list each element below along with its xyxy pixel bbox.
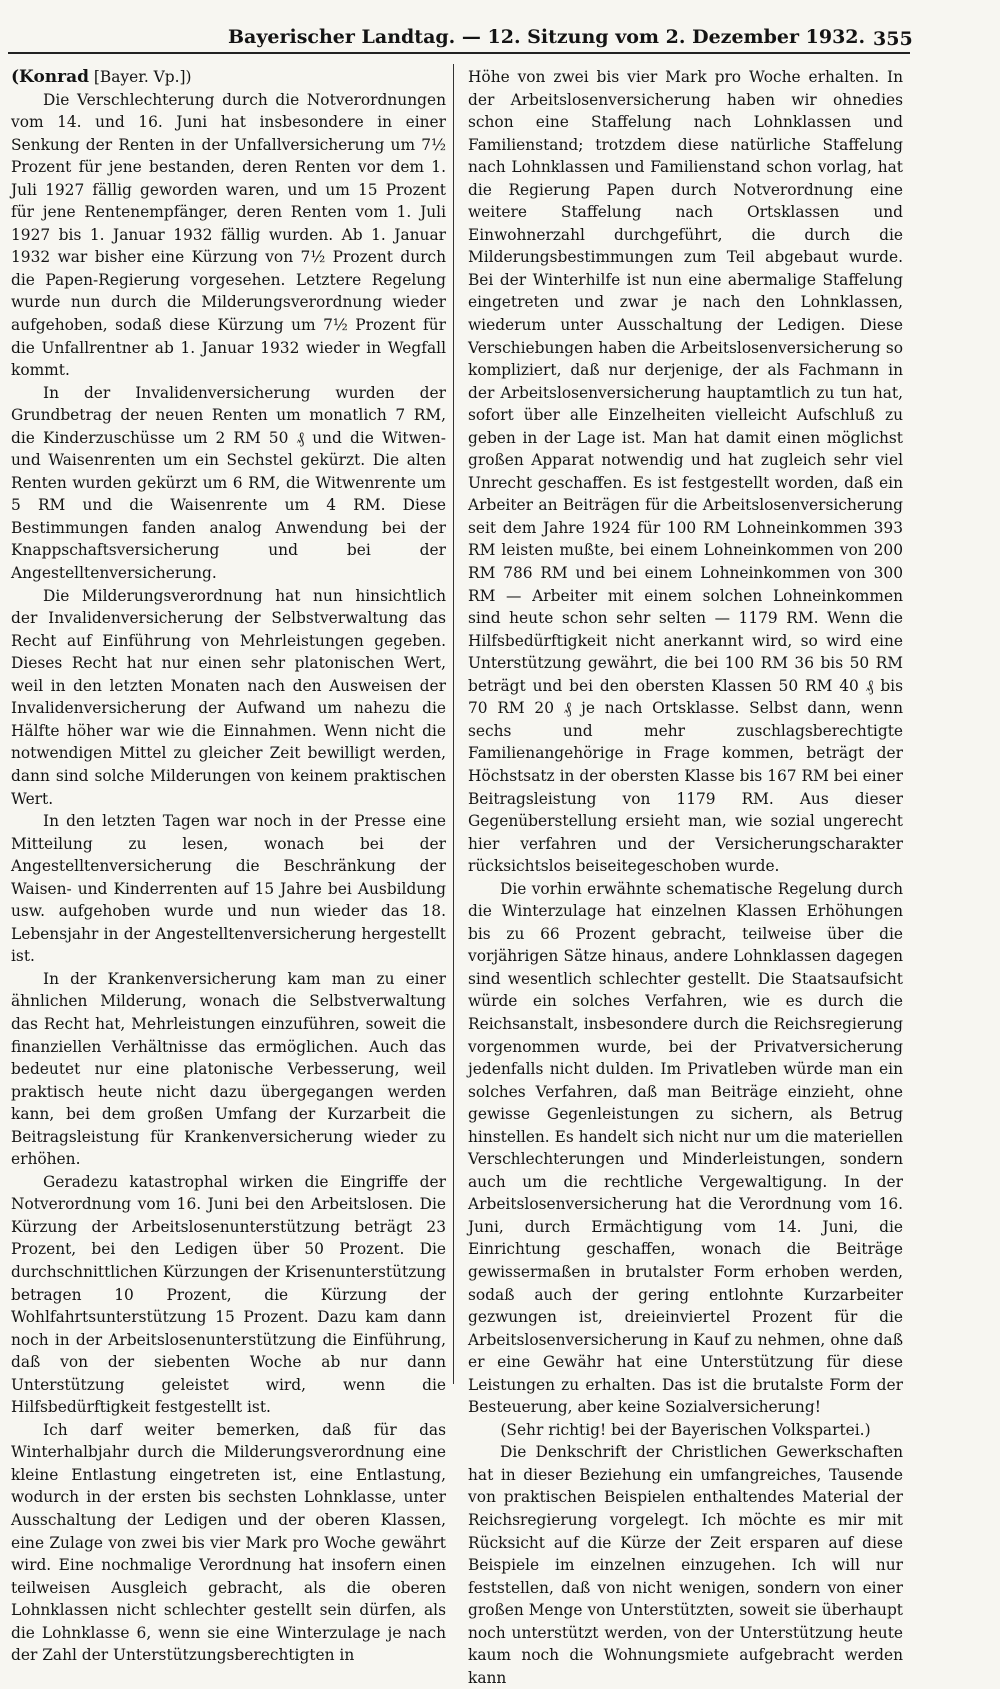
header-rule [8,52,910,54]
speaker-party: [Bayer. Vp.]) [89,68,192,86]
paragraph: Höhe von zwei bis vier Mark pro Woche erhalten. In der Arbeitslosenversicherung haben wir ohnedies schon eine Staffelung nach Lohnklassen und Familienstand; trotzdem diese natürliche Staffelung nach Lohnklassen und Familienstand schon vorlag, hat die Regierung Papen durch Notverordnung eine weitere Staffelung nach Ortsklassen und Einwohnerzahl durchgeführt, die durch die Milderungsbestimmungen zum Teil abgebaut wurde. Bei der Winterhilfe ist nun eine abermalige Staffelung eingetreten und zwar je nach den Lohnklassen, wiederum unter Ausschaltung der Ledigen. Diese Verschiebungen haben die Arbeitslosenversicherung so kompliziert, daß nur derjenige, der als Fachmann in der Arbeitslosenversicherung hauptamtlich zu tun hat, sofort über alle Einzelheiten vielleicht Aufschluß zu geben in der Lage ist. Man hat damit einen möglichst großen Apparat notwendig und hat zugleich sehr viel Unrecht geschaffen. Es ist festgestellt worden, daß ein Arbeiter an Beiträgen für die Arbeitslosenversicherung seit dem Jahre 1924 für 100 RM Lohneinkommen 393 RM leisten mußte, bei einem Lohneinkommen von 200 RM 786 RM und bei einem Lohneinkommen von 300 RM — Arbeiter mit einem solchen Lohneinkommen sind heute schon sehr selten — 1179 RM. Wenn die Hilfsbedürftigkeit nicht anerkannt wird, so wird eine Unterstützung gewährt, die bei 100 RM 36 bis 50 RM beträgt und bei den obersten Klassen 50 RM 40 ₰ bis 70 RM 20 ₰ je nach Ortsklasse. Selbst dann, wenn sechs und mehr zuschlagsberechtigte Familienangehörige in Frage kommen, beträgt der Höchstsatz in der obersten Klasse bis 167 RM bei einer Beitragsleistung von 1179 RM. Aus dieser Gegenüberstellung ersieht man, wie sozial ungerecht hier verfahren und der Versicherungscharakter rücksichtslos beiseitegeschoben wurde. [468,68,903,876]
paragraph: Die Denkschrift der Christlichen Gewerkschaften hat in dieser Beziehung ein umfangreiches, Tausende von praktischen Beispielen enthaltendes Material der Reichsregierung vorgelegt. Ich möchte es mir mit Rücksicht auf die Kürze der Zeit ersparen auf diese Beispiele im einzelnen einzugehen. Ich will nur feststellen, daß von nicht wenigen, sondern von einer großen Menge von Unterstützten, soweit sie überhaupt noch unterstützt werden, von der Unterstützung heute kaum noch die Wohnungsmiete aufgebracht werden kann [468,1443,903,1687]
paragraph: Die vorhin erwähnte schematische Regelung durch die Winterzulage hat einzelnen Klassen Erhöhungen bis zu 66 Prozent gebracht, teilweise über die vorjährigen Sätze hinaus, andere Lohnklassen dagegen sind wesentlich schlechter gestellt. Die Staatsaufsicht würde ein solches Verfahren, wie es durch die Reichsanstalt, insbesondere durch die Reichsregierung vorgenommen wurde, bei der Privatversicherung jedenfalls nicht dulden. Im Privatleben würde man ein solches Verfahren, daß man Beiträge einzieht, ohne gewisse Gegenleistungen zu sichern, als Betrug hinstellen. Es handelt sich nicht nur um die materiellen Verschlechterungen und Minderleistungen, sondern auch um die rechtliche Vergewaltigung. In der Arbeitslosenversicherung hat die Verordnung vom 16. Juni, durch Ermächtigung vom 14. Juni, die Einrichtung geschaffen, wonach die Beiträge gewissermaßen in brutalster Form erhoben werden, sodaß auch der gering entlohnte Kurzarbeiter gezwungen ist, dreieinviertel Prozent für die Arbeitslosenversicherung in Kauf zu nehmen, ohne daß er eine Gewähr hat eine Unterstützung für diese Leistungen zu erhalten. Das ist die brutalste Form der Besteuerung, aber keine Sozialversicherung! [468,879,903,1417]
left-column [11,66,446,1667]
running-title: Bayerischer Landtag. — 12. Sitzung vom 2. Dezember 1932. [228,26,866,48]
paragraph: In den letzten Tagen war noch in der Presse eine Mitteilung zu lesen, wonach bei der Angestelltenversicherung die Beschränkung der Waisen- und Kinderrenten auf 15 Jahre bei Ausbildung usw. aufgehoben wurde und nun wieder das 18. Lebensjahr in der Angestelltenversicherung hergestellt ist. [11,812,446,966]
right-column [468,66,903,1689]
page-number: 355 [873,28,913,50]
page-header [0,0,1000,50]
column-divider [453,64,454,1384]
paragraph: Die Milderungsverordnung hat nun hinsichtlich der Invalidenversicherung der Selbstverwaltung das Recht auf Einführung von Mehrleistungen gegeben. Dieses Recht hat nur einen sehr platonischen Wert, weil in den letzten Monaten nach den Ausweisen der Invalidenversicherung der Aufwand um nahezu die Hälfte höher war wie die Einnahmen. Wenn nicht die notwendigen Mittel zu gleicher Zeit bewilligt werden, dann sind solche Milderungen von keinem praktischen Wert. [11,586,446,808]
paragraph: In der Krankenversicherung kam man zu einer ähnlichen Milderung, wonach die Selbstverwaltung das Recht hat, Mehrleistungen einzuführen, soweit die finanziellen Verhältnisse das ermöglichen. Auch das bedeutet nur eine platonische Verbesserung, weil praktisch heute nicht dazu übergegangen werden kann, bei dem großen Umfang der Kurzarbeit die Beitragsleistung für Krankenversicherung wieder zu erhöhen. [11,969,446,1169]
paragraph: Die Verschlechterung durch die Notverordnungen vom 14. und 16. Juni hat insbesondere in einer Senkung der Renten in der Unfallversicherung um 7½ Prozent für jene bestanden, deren Renten vor dem 1. Juli 1927 fällig geworden waren, und um 15 Prozent für jene Rentenempfänger, deren Renten vom 1. Juli 1927 bis 1. Januar 1932 fällig wurden. Ab 1. Januar 1932 war bisher eine Kürzung von 7½ Prozent durch die Papen-Regierung vorgesehen. Letztere Regelung wurde nun durch die Milderungsverordnung wieder aufgehoben, sodaß diese Kürzung um 7½ Prozent für die Unfallrentner ab 1. Januar 1932 wieder in Wegfall kommt. [11,90,446,380]
speaker-name: (Konrad [11,67,90,87]
paragraph: Geradezu katastrophal wirken die Eingriffe der Notverordnung vom 16. Juni bei den Arbeitslosen. Die Kürzung der Arbeitslosenunterstützung beträgt 23 Prozent, bei den Ledigen über 50 Prozent. Die durchschnittlichen Kürzungen der Krisenunterstützung betragen 10 Prozent, die Kürzung der Wohlfahrtsunterstützung 15 Prozent. Dazu kam dann noch in der Arbeitslosenunterstützung die Einführung, daß von der siebenten Woche ab nur dann Unterstützung geleistet wird, wenn die Hilfsbedürftigkeit festgestellt ist. [11,1172,446,1417]
speaker-line [11,66,446,89]
interjection: (Sehr richtig! bei der Bayerischen Volkspartei.) [500,1420,871,1439]
paragraph: In der Invalidenversicherung wurden der Grundbetrag der neuen Renten um monatlich 7 RM, die Kinderzuschüsse um 2 RM 50 ₰ und die Witwen- und Waisenrenten um ein Sechstel gekürzt. Die alten Renten wurden gekürzt um 6 RM, die Witwenrente um 5 RM und die Waisenrente um 4 RM. Diese Bestimmungen fanden analog Anwendung bei der Knappschaftsversicherung und bei der Angestelltenversicherung. [11,383,446,583]
paragraph: Ich darf weiter bemerken, daß für das Winterhalbjahr durch die Milderungsverordnung eine kleine Entlastung eingetreten ist, eine Entlastung, wodurch in der ersten bis sechsten Lohnklasse, unter Ausschaltung der Ledigen und der oberen Klassen, eine Zulage von zwei bis vier Mark pro Woche gewährt wird. Eine nochmalige Verordnung hat insofern einen teilweisen Ausgleich gebracht, als die oberen Lohnklassen nicht schlechter gestellt sein dürfen, als die Lohnklasse 6, wenn sie eine Winterzulage je nach der Zahl der Unterstützungsberechtigten in [11,1420,446,1665]
